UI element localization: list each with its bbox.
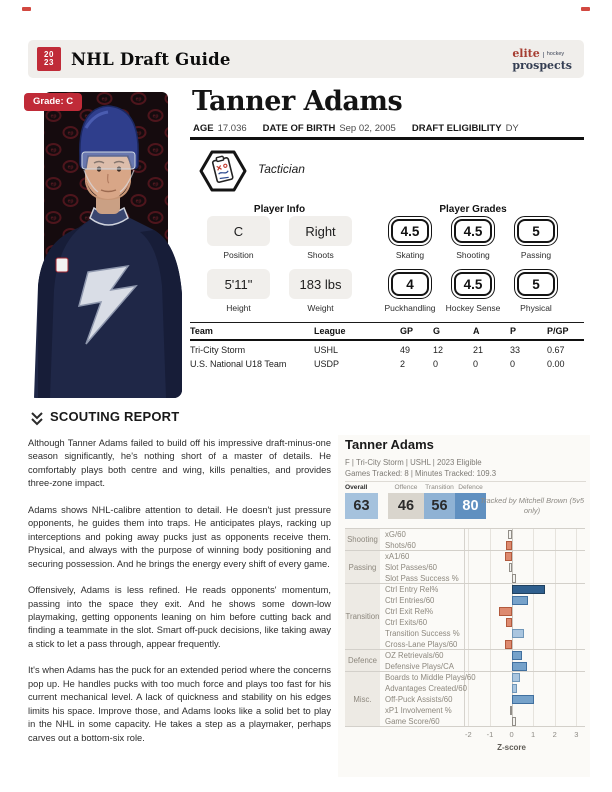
table-cell: Tri-City Storm: [190, 345, 246, 355]
hexagon-clipboard-icon: [198, 145, 248, 197]
player-grade-cell: [445, 269, 501, 322]
stats-col-header: G: [433, 326, 441, 336]
chart-bar-cell: [464, 606, 585, 617]
chart-bar: [512, 574, 516, 583]
chart-metric-label: Game Score/60: [380, 716, 464, 727]
table-cell: USHL: [314, 345, 339, 355]
chart-bar: [509, 563, 511, 572]
stats-col-header: P: [510, 326, 517, 336]
chart-bar: [506, 618, 511, 627]
tactician-badge: [198, 145, 248, 202]
crop-mark-left: [22, 7, 31, 11]
stats-col-header: League: [314, 326, 346, 336]
chart-metric-label: Ctrl Exit Rel%: [385, 607, 434, 616]
chart-metric-label: OZ Retrievals/60: [385, 651, 444, 660]
axis-tick-label: 1: [531, 730, 536, 739]
grade-box: [388, 269, 432, 299]
player-info-cell: [207, 216, 270, 269]
grade-box: [514, 216, 558, 246]
table-cell: USDP: [314, 359, 340, 369]
table-cell: 0: [433, 359, 439, 369]
chart-grid-wrap: [345, 528, 585, 752]
grade-value: 4.5: [454, 219, 492, 243]
table-cell: 2: [400, 359, 406, 369]
chart-metric-label: Defensive Plays/CA: [380, 661, 464, 672]
grade-value: 4.5: [391, 219, 429, 243]
table-cell: 49: [400, 345, 411, 355]
chart-metric-label: Cross-Lane Plays/60: [380, 639, 464, 650]
axis-tick-label: 2: [552, 730, 557, 739]
table-cell: 12: [433, 345, 444, 355]
grade-value: 5: [517, 272, 555, 296]
guide-title: NHL Draft Guide: [71, 49, 231, 69]
score-tile: 46: [388, 493, 424, 519]
logo-prospects: prospects: [512, 58, 572, 72]
age-value: 17.036: [217, 123, 247, 134]
grade-label: Skating: [395, 250, 425, 260]
chart-metric-label: xP1 Involvement %: [385, 706, 452, 715]
table-cell: 0.67: [547, 345, 565, 355]
chart-metric-label: Ctrl Exits/60: [385, 618, 428, 627]
report-paragraph: Adams shows NHL-calibre attention to detail. He doesn't just pressure opponents, he guides them into traps. He anticipates plays, racking up interceptions and poking away pucks just as opponents receive them. Physical, and always with the purpose of winning body positioning and securing possession. And he brings the energy every shift of every game.: [28, 504, 331, 569]
stats-table-header: [190, 322, 584, 341]
grade-badge: Grade: C: [24, 93, 82, 111]
chart-metric-label: Advantages Created/60: [385, 684, 467, 693]
x-axis-title: Z-score: [497, 743, 526, 752]
chevrons-down-icon: [30, 411, 44, 431]
chart-bar: [506, 541, 511, 550]
player-info-value: 183 lbs: [289, 269, 352, 299]
chart-category: Shooting: [345, 529, 380, 551]
chart-bar: [505, 552, 511, 561]
chart-metric-label: Off-Puck Assists/60: [385, 695, 453, 704]
stats-table: [190, 322, 584, 369]
logo-elite: elite: [512, 46, 540, 60]
divider-rule: [190, 137, 584, 140]
bio-row: [193, 123, 535, 134]
score-header: Transition: [425, 484, 454, 491]
axis-tick-label: -2: [464, 730, 472, 739]
table-cell: 0.00: [547, 359, 565, 369]
player-photo-illustration: [28, 90, 182, 398]
archetype-label: Tactician: [258, 162, 305, 176]
chart-metric-label: xG/60: [385, 530, 406, 539]
report-paragraph: Although Tanner Adams failed to build off his impressive draft-minus-one season significantly, he's nothing short of a master of details. He comfortably plays both centre and wing, kills penalties, and provides three-zone impact.: [28, 438, 331, 489]
year-bottom: 23: [44, 58, 54, 67]
chart-bar: [512, 629, 525, 638]
chart-bar-cell: [464, 683, 585, 694]
dob-label: DATE OF BIRTH: [262, 123, 336, 134]
chart-bar-cell: [464, 650, 585, 661]
grade-value: 4: [391, 272, 429, 296]
chart-bar: [508, 530, 511, 539]
table-cell: 0: [510, 359, 516, 369]
chart-bar: [512, 651, 523, 660]
table-cell: 33: [510, 345, 521, 355]
chart-bar: [512, 585, 545, 594]
chart-bar-cell: [464, 573, 585, 584]
scouting-report-title: SCOUTING REPORT: [50, 409, 180, 424]
chart-bar-cell: [464, 628, 585, 639]
chart-divider: [345, 481, 586, 482]
chart-metric-label: Slot Pass Success %: [380, 573, 464, 584]
chart-bar-cell: [464, 529, 585, 540]
chart-bar: [512, 695, 535, 704]
player-name: [192, 86, 402, 117]
player-info-label: Shoots: [307, 250, 334, 260]
tracker-credit: Tracked by Mitchell Brown (5v5 only): [479, 496, 585, 515]
grade-box: [451, 216, 495, 246]
player-info-value: Right: [289, 216, 352, 246]
scouting-report-body: [28, 437, 331, 758]
grade-label: Hockey Sense: [445, 303, 501, 313]
logo-hockey: hockey: [543, 52, 564, 58]
tracking-chart-panel: [338, 435, 590, 777]
chart-metric-label: Ctrl Entry Rel%: [385, 585, 439, 594]
chart-tracking-line: Games Tracked: 8 | Minutes Tracked: 109.3: [345, 469, 497, 478]
grade-box: [514, 269, 558, 299]
stats-table-body: [190, 341, 584, 369]
stats-col-header: Team: [190, 326, 213, 336]
chart-bar-cell: [464, 584, 585, 595]
chart-bar-cell: [464, 672, 585, 683]
chart-bar-cell: [464, 540, 585, 551]
table-cell: 21: [473, 345, 484, 355]
player-last-name: Adams: [303, 86, 403, 117]
grade-box: [388, 216, 432, 246]
chart-metric-label: Ctrl Entries/60: [385, 596, 435, 605]
report-paragraph: It's when Adams has the puck for an extended period where the concerns pop up. He handles pucks with too much force and plays too fast for his current mechanical level. A lack of quickness and stability on his edges limits his space. Improve those, and Adams looks like a solid bet to play in the NHL in some capacity. He takes a step as a playmaker, perhaps carves out a bottom-six role.: [28, 665, 331, 743]
chart-bar: [512, 673, 521, 682]
axis-tick-label: -1: [486, 730, 494, 739]
chart-metric-label: xA1/60: [385, 552, 410, 561]
eliteprospects-logo: [512, 48, 572, 71]
chart-bar: [512, 717, 516, 726]
player-info-grid: [207, 216, 352, 322]
player-info-value: C: [207, 216, 270, 246]
chart-bar: [512, 596, 528, 605]
player-info-title: Player Info: [253, 204, 306, 215]
player-grade-cell: [514, 216, 558, 269]
grade-value: 5: [517, 219, 555, 243]
chart-bar: [512, 662, 527, 671]
dob-value: Sep 02, 2005: [339, 123, 396, 134]
report-paragraph: Offensively, Adams is less refined. He reads opponents' momentum, passing into the space they exit. And he shows some down-low playmaking, getting opponents leaning on him before cutting back and finding a teammate in the slot. Smart off-puck decisions, like taking away a stick to let a pass through, appear frequently.: [28, 585, 331, 649]
chart-metric-label: Boards to Middle Plays/60: [385, 673, 476, 682]
chart-bar: [512, 684, 517, 693]
table-cell: U.S. National U18 Team: [190, 359, 287, 369]
chart-metric-label: Transition Success %: [385, 629, 460, 638]
score-tile: 56: [424, 493, 455, 519]
score-header: Defence: [458, 484, 483, 491]
chart-grid: [345, 528, 585, 727]
age-label: AGE: [193, 123, 214, 134]
chart-subtitle: F | Tri-City Storm | USHL | 2023 Eligible: [345, 458, 482, 467]
eligibility-label: DRAFT ELIGIBILITY: [411, 123, 502, 134]
chart-title: Tanner Adams: [345, 437, 434, 452]
crop-mark-right: [581, 7, 590, 11]
grade-label: Physical: [520, 303, 552, 313]
score-tile: 63: [345, 493, 378, 519]
chart-bar-cell: [464, 705, 585, 716]
chart-bar-cell: [464, 716, 585, 727]
player-grade-cell: [514, 269, 558, 322]
eligibility-value: DY: [505, 123, 519, 134]
chart-bar: [505, 640, 511, 649]
chart-bar-cell: [464, 617, 585, 628]
chart-bar: [499, 607, 512, 616]
player-grades-title: Player Grades: [439, 204, 507, 215]
chart-category: Defence: [345, 650, 380, 672]
player-photo: [28, 90, 182, 398]
player-grade-cell: [384, 269, 436, 322]
grade-box: [451, 269, 495, 299]
header-bar: [28, 40, 584, 78]
chart-metric-label: Slot Passes/60: [385, 563, 438, 572]
axis-tick-label: 3: [574, 730, 579, 739]
chart-category: Misc.: [345, 672, 380, 727]
grade-label: Puckhandling: [384, 303, 436, 313]
player-grade-cell: [451, 216, 495, 269]
chart-bar-cell: [464, 595, 585, 606]
player-info-label: Height: [226, 303, 251, 313]
chart-bar: [510, 706, 512, 715]
grade-label: Passing: [520, 250, 552, 260]
chart-bar-cell: [464, 661, 585, 672]
score-header: Offence: [394, 484, 418, 491]
chart-category: Passing: [345, 551, 380, 584]
score-header: Overall: [345, 484, 368, 491]
player-info-label: Weight: [307, 303, 334, 313]
player-first-name: Tanner: [192, 86, 295, 117]
player-grades-grid: [384, 216, 558, 322]
chart-bar-cell: [464, 562, 585, 573]
player-info-cell: [207, 269, 270, 322]
chart-category: Transition: [345, 584, 380, 650]
chart-bar-cell: [464, 639, 585, 650]
grade-value: 4.5: [454, 272, 492, 296]
score-tile: 80: [455, 493, 486, 519]
year-top: 20: [44, 49, 54, 59]
player-info-label: Position: [223, 250, 254, 260]
axis-tick-label: 0: [509, 730, 514, 739]
draft-year-logo: [37, 47, 61, 71]
stats-col-header: GP: [400, 326, 414, 336]
table-row: [190, 341, 584, 355]
player-info-cell: [289, 216, 352, 269]
player-info-cell: [289, 269, 352, 322]
grade-label: Shooting: [456, 250, 490, 260]
stats-col-header: P/GP: [547, 326, 569, 336]
table-row: [190, 355, 584, 369]
chart-bar-cell: [464, 551, 585, 562]
player-grade-cell: [388, 216, 432, 269]
chart-metric-label: Shots/60: [380, 540, 464, 551]
player-info-value: 5'11": [207, 269, 270, 299]
table-cell: 0: [473, 359, 479, 369]
stats-col-header: A: [473, 326, 480, 336]
chart-bar-cell: [464, 694, 585, 705]
